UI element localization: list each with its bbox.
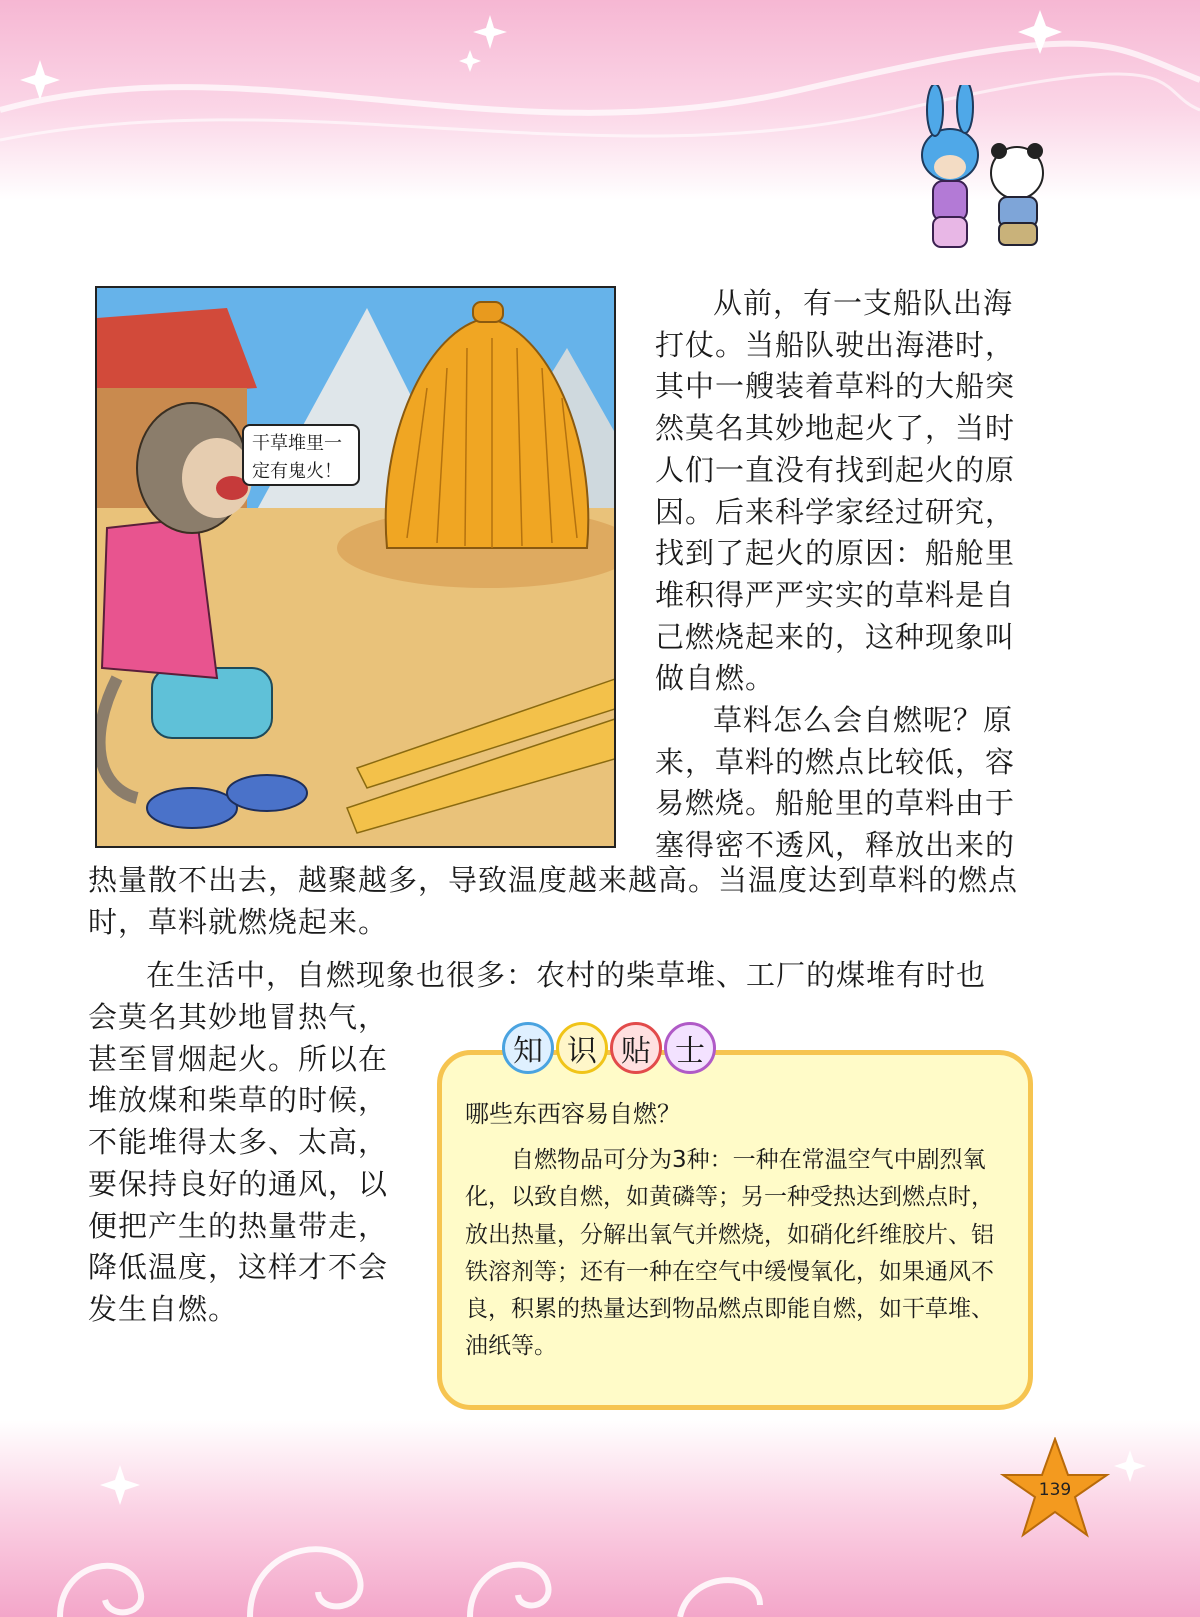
page-number-badge [1000, 1437, 1110, 1542]
sparkle-icon [100, 1450, 1146, 1505]
mascot-illustration [895, 85, 1075, 260]
comic-illustration [97, 288, 616, 848]
story-paragraph-2-start: 草料怎么会自燃呢？原来，草料的燃点比较低，容易燃烧。船舱里的草料由于塞得密不透风，释放出来的 [655, 703, 1016, 863]
knowledge-tip-heading [502, 1022, 716, 1078]
speech-bubble: 干草堆里一定有鬼火！ [242, 424, 360, 486]
tip-heading-char-4: 士 [664, 1022, 716, 1074]
page-number: 139 [1038, 1480, 1072, 1500]
tip-question: 哪些东西容易自燃？ [465, 1100, 681, 1128]
tip-heading-char-1: 知 [502, 1022, 554, 1074]
tip-body: 自燃物品可分为3种：一种在常温空气中剧烈氧化，以致自燃，如黄磷等；另一种受热达到燃点时，放出热量，分解出氧气并燃烧，如硝化纤维胶片、铝铁溶剂等；还有一种在空气中缓慢氧化，如果通风不良，积累的热量达到物品燃点即能自燃，如干草堆、油纸等。 [465, 1147, 994, 1360]
tip-heading-char-3: 贴 [610, 1022, 662, 1074]
story-paragraph-3-start: 在生活中，自燃现象也很多：农村的柴草堆、工厂的煤堆有时也 [146, 958, 987, 992]
comic-panel [95, 286, 616, 848]
story-paragraph-1 [655, 283, 1040, 867]
story-paragraph-3-end: 会莫名其妙地冒热气，甚至冒烟起火。所以在堆放煤和柴草的时候，不能堆得太多、太高，要保持良好的通风，以便把产生的热量带走，降低温度，这样才不会发生自燃。 [88, 1000, 389, 1326]
tip-heading-char-2: 识 [556, 1022, 608, 1074]
story-paragraph-1-text: 从前，有一支船队出海打仗。当船队驶出海港时，其中一艘装着草料的大船突然莫名其妙地起火了，当时人们一直没有找到起火的原因。后来科学家经过研究，找到了起火的原因：船舱里堆积得严严实实的草料是自己燃烧起来的，这种现象叫做自燃。 [655, 286, 1016, 696]
story-paragraph-2-end: 热量散不出去，越聚越多，导致温度越来越高。当温度达到草料的燃点时，草料就燃烧起来。 [88, 863, 1019, 939]
